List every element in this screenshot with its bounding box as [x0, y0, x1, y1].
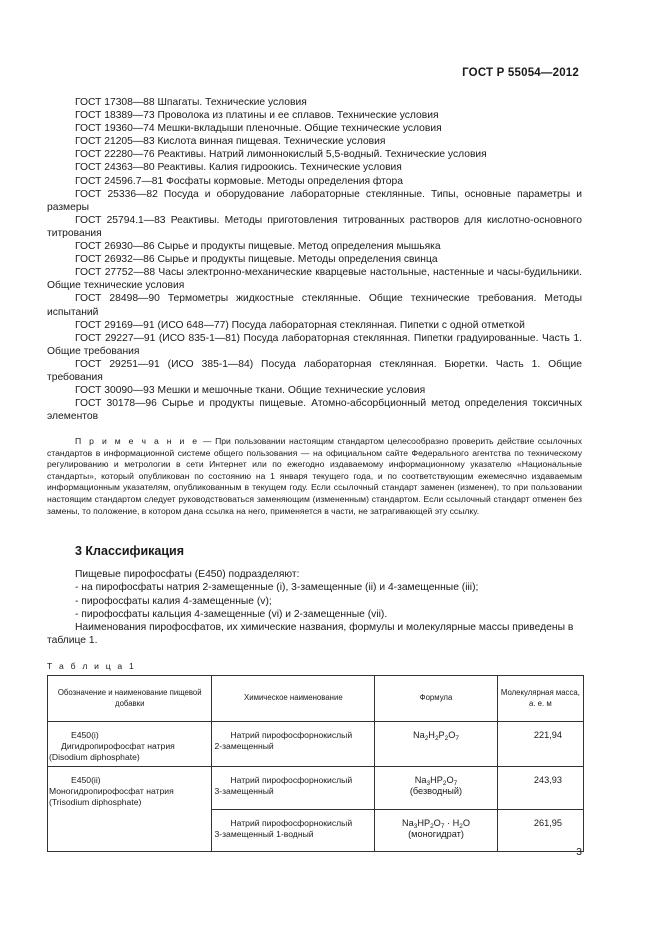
mass-cell: 243,93	[497, 767, 583, 810]
formula-cell	[375, 767, 497, 810]
additive-cell	[48, 722, 212, 767]
formula-note: (безводный)	[409, 786, 463, 796]
note-paragraph	[47, 436, 582, 517]
formula: $Na_2H_2P_2O_7$	[412, 730, 460, 742]
formula: $Na_3HP_2O_7 \cdot H_2O$	[401, 818, 470, 830]
reference-item: ГОСТ 26932—86 Сырье и продукты пищевые. Методы определения свинца	[75, 254, 438, 266]
chemical-name-rest: 3-замещенный	[214, 786, 274, 796]
reference-item: ГОСТ 27752—88 Часы электронно-механические кварцевые настольные, настенные и часы-будильники. Общие технические условия	[47, 267, 582, 292]
reference-item: ГОСТ 30178—96 Сырье и продукты пищевые. Атомно-абсорбционный метод определения токсичных элементов	[47, 398, 582, 423]
additive-name-ru: Моногидропирофосфат натрия	[49, 786, 174, 796]
note-label: П р и м е ч а н и е	[75, 436, 200, 446]
additive-code: Е450(ii)	[71, 775, 101, 785]
reference-item: ГОСТ 17308—88 Шпагаты. Технические условия	[75, 97, 307, 108]
chemical-name-first: Натрий пирофосфорнокислый	[230, 775, 353, 785]
page-number: 3	[576, 847, 582, 858]
reference-item: ГОСТ 26930—86 Сырье и продукты пищевые. Метод определения мышьяка	[75, 241, 441, 253]
formula-cell	[375, 810, 497, 852]
section-title: 3 Классификация	[75, 544, 185, 558]
intro-paragraph: Пищевые пирофосфаты (Е450) подразделяют:	[75, 569, 300, 580]
reference-item: ГОСТ 30090—93 Мешки и мешочные ткани. Общие технические условия	[75, 385, 426, 397]
chemical-cell	[212, 722, 375, 767]
table-row	[48, 767, 584, 810]
chemical-cell	[212, 810, 375, 852]
reference-item: ГОСТ 29227—91 (ИСО 835-1—81) Посуда лабораторная стеклянная. Пипетки градуированные. Часть 1. Общие требования	[47, 332, 582, 357]
list-item: - пирофосфаты кальция 4-замещенные (vi) и 2-замещенные (vii).	[75, 608, 388, 620]
header-chemical: Химическое наименование	[212, 676, 375, 722]
list-item: - на пирофосфаты натрия 2-замещенные (i), 3-замещенные (ii) и 4-замещенные (iii);	[75, 582, 479, 594]
reference-item: ГОСТ 25794.1—83 Реактивы. Методы приготовления титрованных растворов для кислотно-основного титрования	[47, 214, 582, 239]
reference-item: ГОСТ 24363—80 Реактивы. Калия гидроокись. Технические условия	[75, 162, 402, 174]
formula: $Na_3HP_2O_7$	[414, 775, 458, 787]
reference-item: ГОСТ 21205—83 Кислота винная пищевая. Технические условия	[75, 136, 386, 148]
additive-code: Е450(i)	[71, 730, 99, 740]
additive-name-ru: Дигидропирофосфат натрия	[61, 741, 175, 751]
classification-text	[47, 568, 582, 648]
formula-cell	[375, 722, 497, 767]
additive-name-en: (Trisodium diphosphate)	[49, 797, 142, 807]
reference-item: ГОСТ 18389—73 Проволока из платины и ее сплавов. Технические условия	[75, 110, 439, 122]
reference-item: ГОСТ 19360—74 Мешки-вкладыши пленочные. Общие технические условия	[75, 123, 442, 135]
list-item: - пирофосфаты калия 4-замещенные (v);	[75, 595, 272, 607]
chemical-name-rest: 2-замещенный	[214, 741, 274, 751]
normative-references-list	[47, 96, 582, 423]
note-text: — При пользовании настоящим стандартом целесообразно проверить действие ссылочных стандартов в информационной системе общего пользования — на официальном сайте Федерального агентства по техническому регулированию и метрологии в сети Интернет или по ежегодно издаваемому информационному указателю «Национальные стандарты», который опубликован по состоянию на 1 января текущего года, и по соответствующим ежемесячно издаваемым информационным указателям, опубликованным в текущем году. Если ссылочный стандарт заменен (изменен), то при пользовании настоящим стандартом следует руководствоваться заменяющим (измененным) стандартом. Если ссылочный стандарт отменен без замены, то положение, в котором дана ссылка на него, применяется в части, не затрагивающей эту ссылку.	[47, 436, 582, 516]
table-header-row	[48, 676, 584, 722]
header-formula: Формула	[375, 676, 497, 722]
table-label: Т а б л и ц а 1	[47, 661, 136, 671]
reference-item: ГОСТ 29169—91 (ИСО 648—77) Посуда лабораторная стеклянная. Пипетки с одной отметкой	[75, 319, 525, 331]
additive-name-en: (Disodium diphosphate)	[49, 752, 140, 762]
chemical-name-first: Натрий пирофосфорнокислый	[230, 730, 353, 740]
table-row	[48, 722, 584, 767]
additive-cell	[48, 767, 212, 852]
chemical-name-first: Натрий пирофосфорнокислый	[230, 818, 353, 828]
pyrophosphates-table	[47, 675, 584, 852]
reference-item: ГОСТ 29251—91 (ИСО 385-1—84) Посуда лабораторная стеклянная. Бюретки. Часть 1. Общие требования	[47, 358, 582, 383]
header-additive: Обозначение и наименование пищевой добавки	[48, 676, 212, 722]
reference-item: ГОСТ 28498—90 Термометры жидкостные стеклянные. Общие технические требования. Методы испытаний	[47, 293, 582, 318]
formula-note: (моногидрат)	[408, 829, 464, 839]
mass-cell: 221,94	[497, 722, 583, 767]
reference-item: ГОСТ 22280—76 Реактивы. Натрий лимоннокислый 5,5-водный. Технические условия	[75, 149, 487, 161]
chemical-cell	[212, 767, 375, 810]
chemical-name-rest: 3-замещенный 1-водный	[214, 829, 314, 839]
document-header: ГОСТ Р 55054—2012	[462, 67, 579, 79]
mass-cell: 261,95	[497, 810, 583, 852]
reference-item: ГОСТ 25336—82 Посуда и оборудование лабораторные стеклянные. Типы, основные параметры и размеры	[47, 188, 582, 213]
reference-item: ГОСТ 24596.7—81 Фосфаты кормовые. Методы определения фтора	[75, 175, 403, 187]
table-reference-paragraph: Наименования пирофосфатов, их химические названия, формулы и молекулярные массы приведены в таблице 1.	[47, 622, 574, 647]
header-mass: Молекулярная масса, а. е. м	[497, 676, 583, 722]
